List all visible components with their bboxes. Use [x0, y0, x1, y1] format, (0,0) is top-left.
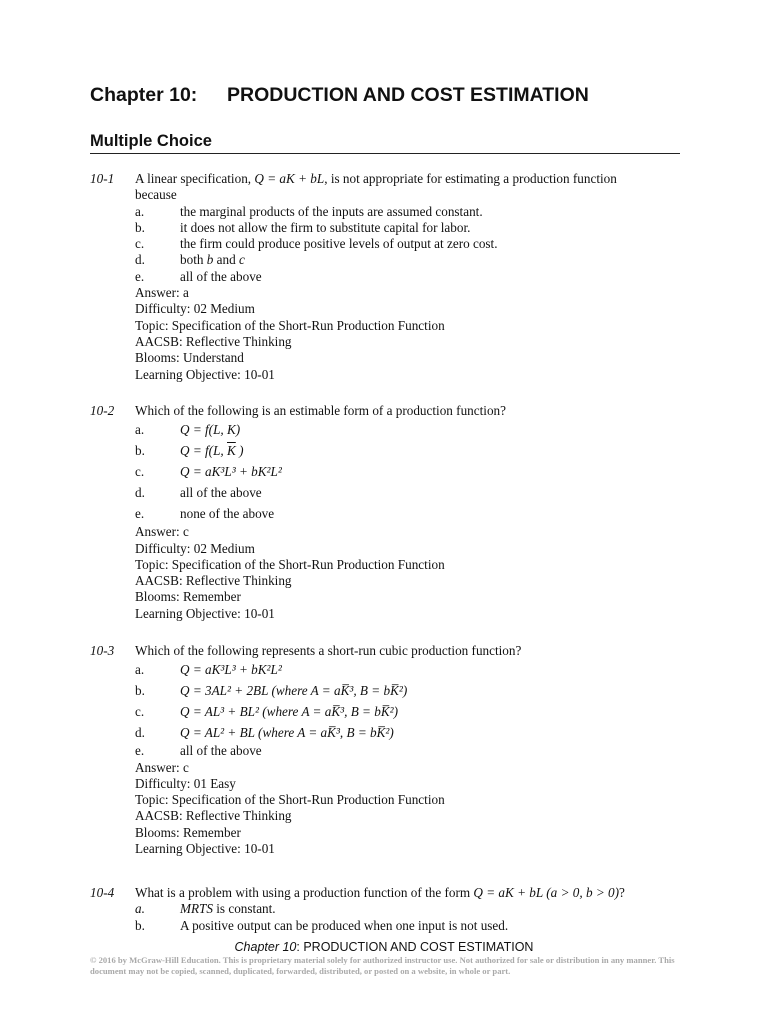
- question-10-3: [90, 643, 680, 857]
- formula: Q = 3AL² + 2BL (where A = aK̅³, B = bK̅²): [180, 682, 408, 698]
- section-divider: [90, 153, 680, 154]
- option-e: e. none of the above: [135, 505, 275, 521]
- option-e: e. all of the above: [135, 743, 262, 759]
- aacsb: AACSB: Reflective Thinking: [135, 573, 292, 589]
- question-number: 10-3: [90, 643, 115, 658]
- option-d: d. Q = AL² + BL (where A = aK̅³, B = bK̅²): [135, 724, 394, 740]
- blooms: Blooms: Remember: [135, 589, 241, 605]
- option-a: a. the marginal products of the inputs are assumed constant.: [135, 203, 483, 219]
- topic: Topic: Specification of the Short-Run Production Function: [135, 792, 445, 808]
- question-meta: [135, 524, 680, 622]
- blooms: Blooms: Understand: [135, 350, 244, 366]
- formula: Q = aK + bL: [254, 171, 325, 186]
- difficulty: Difficulty: 02 Medium: [135, 540, 255, 556]
- question-number: 10-2: [90, 403, 115, 418]
- question-stem-cont: because: [135, 187, 177, 203]
- formula: Q = AL² + BL (where A = aK̅³, B = bK̅²): [180, 724, 394, 740]
- learning-objective: Learning Objective: 10-01: [135, 366, 275, 382]
- difficulty: Difficulty: 02 Medium: [135, 301, 255, 317]
- formula: Q = AL³ + BL² (where A = aK̅³, B = bK̅²): [180, 703, 398, 719]
- section-title: Multiple Choice: [90, 132, 212, 150]
- formula: Q = f(L, $\overline{K}$ ): [180, 442, 244, 458]
- question-stem: Which of the following represents a short-run cubic production function?: [135, 643, 522, 658]
- option-b: b. A positive output can be produced when one input is not used.: [135, 917, 509, 933]
- option-b: b. Q = 3AL² + 2BL (where A = aK̅³, B = bK̅²): [135, 682, 408, 698]
- answer: Answer: c: [135, 524, 189, 540]
- learning-objective: Learning Objective: 10-01: [135, 605, 275, 621]
- option-a: a. MRTS is constant.: [135, 901, 276, 917]
- copyright-notice: © 2016 by McGraw-Hill Education. This is proprietary material solely for authorized instructor use. Not authorized for sale or distribution in any manner. This document may not be copied, scanned, duplicated, forwarded, distributed, or posted on a website, in whole or part.: [90, 955, 675, 976]
- option-d: d. both b and c: [135, 252, 245, 268]
- formula: Q = aK³L³ + bK²L²: [180, 661, 282, 677]
- formula: Q = aK + bL (a > 0, b > 0): [473, 885, 620, 900]
- difficulty: Difficulty: 01 Easy: [135, 775, 236, 791]
- option-b: b. it does not allow the firm to substitute capital for labor.: [135, 219, 471, 235]
- blooms: Blooms: Remember: [135, 824, 241, 840]
- question-meta: [135, 760, 680, 858]
- option-d: d. all of the above: [135, 484, 262, 500]
- aacsb: AACSB: Reflective Thinking: [135, 333, 292, 349]
- question-number: 10-1: [90, 171, 115, 186]
- question-10-1: [90, 171, 680, 383]
- option-c: c. the firm could produce positive levels of output at zero cost.: [135, 236, 498, 252]
- formula: Q = f(L, K): [180, 421, 241, 437]
- option-a: a. Q = f(L, K): [135, 421, 241, 437]
- question-stem: What is a problem with using a production function of the form Q = aK + bL (a > 0, b > 0)?: [135, 885, 625, 900]
- answer: Answer: c: [135, 759, 189, 775]
- formula: Q = aK³L³ + bK²L²: [180, 463, 282, 479]
- question-10-4: [90, 885, 680, 934]
- question-10-2: [90, 403, 680, 622]
- aacsb: AACSB: Reflective Thinking: [135, 808, 292, 824]
- question-number: 10-4: [90, 885, 115, 900]
- topic: Topic: Specification of the Short-Run Production Function: [135, 556, 445, 572]
- question-stem: A linear specification, Q = aK + bL, is not appropriate for estimating a production function: [135, 171, 617, 186]
- option-a: a. Q = aK³L³ + bK²L²: [135, 661, 282, 677]
- page-footer-title: Chapter 10: PRODUCTION AND COST ESTIMATION: [234, 940, 534, 954]
- answer: Answer: a: [135, 285, 189, 301]
- option-b: b. Q = f(L, $\overline{K}$ ): [135, 442, 244, 458]
- question-meta: [135, 285, 680, 383]
- learning-objective: Learning Objective: 10-01: [135, 841, 275, 857]
- topic: Topic: Specification of the Short-Run Production Function: [135, 317, 445, 333]
- chapter-number: Chapter 10:: [90, 84, 198, 106]
- chapter-title: [90, 84, 589, 107]
- option-e: e. all of the above: [135, 268, 262, 284]
- chapter-name: PRODUCTION AND COST ESTIMATION: [227, 84, 589, 106]
- question-stem: Which of the following is an estimable form of a production function?: [135, 403, 506, 418]
- option-c: c. Q = AL³ + BL² (where A = aK̅³, B = bK̅²): [135, 703, 398, 719]
- option-c: c. Q = aK³L³ + bK²L²: [135, 463, 282, 479]
